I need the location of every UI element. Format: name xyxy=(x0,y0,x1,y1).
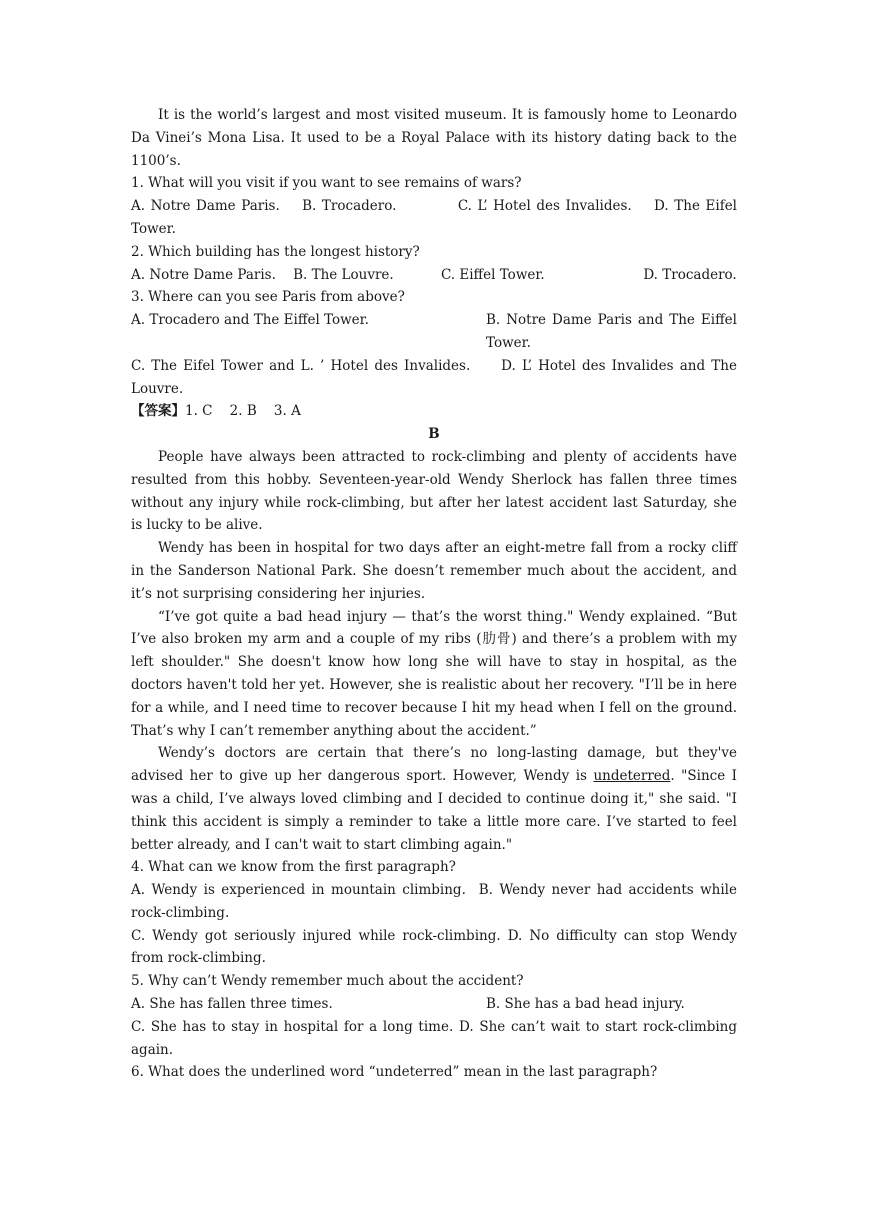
question-3-option-b: B. Notre Dame Paris and The Eiffel Tower. xyxy=(486,312,737,351)
question-1-option-b: B. Trocadero. xyxy=(302,198,397,215)
paragraph-4-before: Wendy’s doctors are certain that there’s no long-lasting damage, but they've advised her to give up her dangerous sport. However, Wendy is xyxy=(131,745,737,785)
question-4-option-d: D. No difficulty can stop Wendy from rock-climbing. xyxy=(131,927,738,967)
question-5-option-d: D. She can’t wait to start rock-climbing again. xyxy=(131,1018,738,1058)
paragraph-4-after: . "Since I was a child, I’ve always loved climbing and I decided to continue doing it," she said. "I think this accident is simply a reminder to take a little more care. I’ve started to feel better already, and I can't wait to start climbing again." xyxy=(131,768,737,853)
question-3-options-row-2 xyxy=(131,355,737,401)
question-2-option-b: B. The Louvre. xyxy=(293,266,394,283)
section-b-paragraph-3: “I’ve got quite a bad head injury — that’s the worst thing." Wendy explained. “But I’ve also broken my arm and a couple of my ribs (肋骨) and there’s a problem with my left shoulder." She doesn't know how long she will have to stay in hospital, as the doctors haven't told her yet. However, she is realistic about her recovery. "I’ll be in here for a while, and I need time to recover because I hit my head when I fell on the ground. That’s why I can’t remember anything about the accident.” xyxy=(131,608,737,739)
section-b-paragraph-1: People have always been attracted to rock-climbing and plenty of accidents have resulted from this hobby. Seventeen-year-old Wendy Sherlock has fallen three times without any injury while rock-climbing, but after her latest accident last Saturday, she is lucky to be alive. xyxy=(131,448,737,534)
underlined-word: undeterred xyxy=(593,768,671,785)
answer-line xyxy=(131,400,737,423)
question-3-option-d: D. L’ Hotel des Invalides and The Louvre. xyxy=(131,357,737,397)
question-2-option-c: C. Eiffel Tower. xyxy=(440,266,545,283)
question-5-options-row-1 xyxy=(131,993,737,1016)
question-5-option-a: A. She has fallen three times. xyxy=(131,996,333,1013)
question-4-option-a: A. Wendy is experienced in mountain climbing. xyxy=(131,882,466,899)
answer-label: 【答案】 xyxy=(131,403,185,420)
question-2-options xyxy=(131,264,737,287)
section-b-paragraph-2: Wendy has been in hospital for two days after an eight-metre fall from a rocky cliff in the Sanderson National Park. She doesn’t remember much about the accident, and it’s not surprising considering her injuries. xyxy=(131,540,737,602)
question-1-option-a: A. Notre Dame Paris. xyxy=(131,198,280,215)
question-2-option-d: D. Trocadero. xyxy=(643,266,737,283)
question-5-option-c: C. She has to stay in hospital for a long time. xyxy=(131,1018,454,1035)
question-5-options-row-2 xyxy=(131,1016,737,1062)
question-5-option-b: B. She has a bad head injury. xyxy=(486,996,685,1013)
question-3-option-a: A. Trocadero and The Eiffel Tower. xyxy=(131,312,369,329)
question-3-options-row-1 xyxy=(131,309,737,355)
question-5-stem: 5. Why can’t Wendy remember much about the accident? xyxy=(131,973,524,990)
question-3-stem: 3. Where can you see Paris from above? xyxy=(131,289,405,306)
question-2-option-a: A. Notre Dame Paris. xyxy=(131,266,276,283)
passage-a-paragraph: It is the world’s largest and most visited museum. It is famously home to Leonardo Da Vinei’s Mona Lisa. It used to be a Royal Palace with its history dating back to the 1100’s. xyxy=(131,107,737,169)
question-1-options xyxy=(131,195,737,241)
question-2-stem: 2. Which building has the longest history? xyxy=(131,243,420,260)
section-b-paragraph-4 xyxy=(131,742,737,856)
question-4-option-c: C. Wendy got seriously injured while rock-climbing. xyxy=(131,927,501,944)
question-4-options-row-2 xyxy=(131,925,737,971)
section-b-title: B xyxy=(428,426,440,443)
document-page xyxy=(131,104,737,1084)
question-1-stem: 1. What will you visit if you want to see remains of wars? xyxy=(131,175,522,192)
question-4-option-b: B. Wendy never had accidents while rock-climbing. xyxy=(131,882,737,921)
question-4-stem: 4. What can we know from the first paragraph? xyxy=(131,859,456,876)
question-4-options-row-1 xyxy=(131,879,737,925)
question-1-option-d: D. The Eifel Tower. xyxy=(131,198,737,237)
question-6-stem: 6. What does the underlined word “undeterred” mean in the last paragraph? xyxy=(131,1064,658,1081)
question-1-option-c: C. L’ Hotel des Invalides. xyxy=(457,198,632,215)
answer-text: 1. C 2. B 3. A xyxy=(185,403,301,420)
question-3-option-c: C. The Eifel Tower and L. ’ Hotel des Invalides. xyxy=(131,357,471,374)
